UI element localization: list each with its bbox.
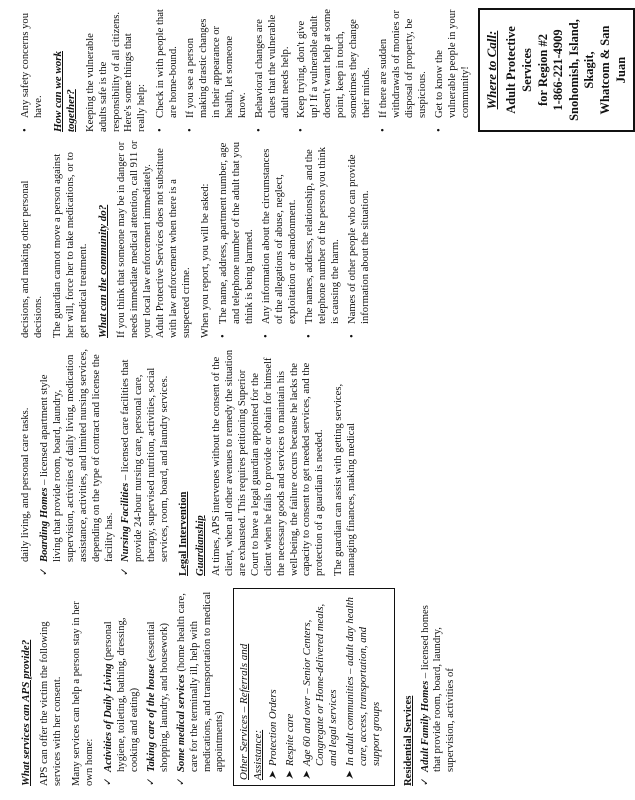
bullet-icon: • bbox=[433, 128, 445, 132]
list-item: ✓ Activities of Daily Living (personal hygiene, toileting, bathing, dressing, cooking and eating) bbox=[103, 617, 140, 786]
community-heading: What can the community do? bbox=[96, 204, 109, 338]
phone-number: 1-866-221-4909 bbox=[551, 29, 566, 111]
bullet-icon: • bbox=[218, 334, 230, 338]
check-icon: ✓ bbox=[145, 777, 157, 786]
bullet-icon: • bbox=[155, 128, 167, 132]
bullet-icon: • bbox=[296, 128, 308, 132]
services-intro: APS can offer the victim the following services with her consent. bbox=[39, 621, 64, 786]
guardian-cannot-paragraph: The guardian cannot move a person against her will, force her to take medications, or to get medical treatment. bbox=[51, 152, 89, 338]
bullet-icon: • bbox=[20, 128, 31, 132]
check-icon: ✓ bbox=[103, 777, 115, 786]
arrow-icon: ➤ bbox=[302, 771, 314, 780]
bullet-icon: • bbox=[378, 128, 390, 132]
bullet-icon: • bbox=[346, 334, 358, 338]
list-item: ✓ Adult Family Homes – licensed homes that provide room, board, laundry, supervision, activities of bbox=[419, 605, 457, 786]
home-help-intro: Many services can help a person stay in her own home: bbox=[71, 601, 96, 786]
together-heading: How can we work together? bbox=[51, 51, 78, 132]
list-item: • The name, address, apartment number, age and telephone number of the adult that you think is being harmed. bbox=[218, 141, 256, 338]
list-item: • Get to know the vulnerable people in your community! bbox=[433, 9, 471, 132]
guardianship-title: Guardianship bbox=[195, 515, 207, 576]
home-services-list bbox=[103, 588, 227, 786]
list-item: ✓ Nursing Facilities – licensed care facilities that provide 24-hour nursing care, personal care, therapy, supervised nutrition, activities, social services, room, board, and laundry services. bbox=[120, 359, 171, 576]
list-item: • Keep trying, don't give up! If a vulnerable adult doesn't want help at some point, keep in touch, sometimes they change their minds. bbox=[296, 9, 373, 132]
other-services-box bbox=[233, 588, 394, 786]
residential-title: Residential Services bbox=[402, 695, 414, 786]
together-paragraph: Keeping the vulnerable adults safe is the responsibility of all citizens. Here's some things that really help: bbox=[84, 11, 148, 132]
check-icon: ✓ bbox=[175, 777, 187, 786]
list-item: ✓ Taking care of the house (essential shopping, laundry, and housework) bbox=[145, 621, 170, 786]
list-item: ✓ Some medical services (home health care, care for the terminally ill, help with medications, and transportation to medical appointments) bbox=[175, 591, 226, 786]
list-item: • Names of other people who can provide information about the situation. bbox=[346, 154, 371, 338]
check-icon: ✓ bbox=[419, 777, 431, 786]
list-item: ➤ Protection Orders bbox=[268, 689, 280, 780]
arrow-icon: ➤ bbox=[344, 771, 356, 780]
where-to-call-box bbox=[478, 8, 635, 132]
services-heading: What services can APS provide? bbox=[20, 639, 32, 786]
check-icon: ✓ bbox=[38, 567, 50, 576]
list-item: • Check in with people that are home-bound. bbox=[155, 9, 180, 132]
column-1 bbox=[20, 588, 610, 786]
list-item: • Behavioral changes are clues that the vulnerable adult needs help. bbox=[253, 14, 291, 132]
community-paragraph: If you think that someone may be in danger or needs immediate medical attention, call 911 or your local law enforcement immediately. Adult Protective Services does not substitute with law enforcement when there is a suspected crime. bbox=[116, 140, 192, 338]
list-item: ✓ Boarding Homes – licensed apartment style living that provide room, board, laundry, supervision, activities of daily living, medication assistance, activities, and limited nursing services, depending on the type of contract and license the facility has. bbox=[38, 349, 115, 576]
residential-list bbox=[420, 588, 459, 786]
bullet-icon: • bbox=[185, 128, 197, 132]
arrow-icon: ➤ bbox=[285, 771, 297, 780]
together-list bbox=[155, 8, 472, 132]
facility-list bbox=[39, 348, 172, 576]
other-services-title: Other Services – Referrals and Assistance: bbox=[238, 643, 264, 780]
column-2 bbox=[20, 348, 610, 576]
column-4 bbox=[20, 8, 628, 132]
list-item: ➤ Age 60 and over – Senior Centers, Congregate or Home-delivered meals, and legal services bbox=[302, 603, 339, 780]
continued-text: decisions, and making other personal decisions. bbox=[20, 180, 44, 338]
guardian-assist-paragraph: The guardian can assist with getting services, managing finances, making medical bbox=[333, 383, 358, 576]
where-to-call-title: Where to Call: bbox=[484, 30, 500, 110]
guardianship-paragraph: At times, APS intervenes without the consent of the client, when all other avenues to remedy the situation are exhausted. This requires petitioning Superior Court to have a legal guardian appointed for the client when he fails to provide or obtain for himself the necessary goods and services to maintain his well-being, the failure occurs because he lacks the capacity to consent to get needed services, and the protection of a guardian is needed. bbox=[210, 349, 326, 576]
report-intro: When you report, you will be asked: bbox=[199, 183, 211, 338]
bullet-icon: • bbox=[261, 334, 273, 338]
arrow-icon: ➤ bbox=[268, 771, 280, 780]
counties-line-2: Whatcom & San Juan bbox=[598, 25, 628, 115]
agency-name: Adult Protective Services bbox=[504, 26, 534, 114]
bullet-icon: • bbox=[304, 334, 315, 338]
list-item: • Any safety concerns you have. bbox=[20, 12, 44, 132]
list-item: ➤ Respite care bbox=[285, 713, 297, 780]
list-item: • The names, address, relationship, and the telephone number of the person you think is causing the harm. bbox=[304, 146, 341, 338]
list-item: • If you see a person making drastic changes in their appearance or health, let someone know. bbox=[185, 18, 248, 132]
column-3 bbox=[20, 140, 610, 338]
list-item: ➤ In adult communities – adult day health care, access, transportation, and support groups bbox=[344, 597, 382, 780]
legal-intervention-title: Legal Intervention bbox=[178, 491, 190, 576]
list-item: • If there are sudden withdrawals of monies or disposal of property, be suspicious. bbox=[378, 10, 428, 132]
other-services-list bbox=[268, 594, 383, 780]
continued-text: daily living, and personal care tasks. bbox=[20, 407, 31, 562]
safety-list bbox=[20, 8, 46, 132]
check-icon: ✓ bbox=[120, 567, 132, 576]
counties-line-1: Snohomish, Island, Skagit, bbox=[566, 19, 597, 121]
report-list bbox=[218, 140, 372, 338]
bullet-icon: • bbox=[253, 128, 265, 132]
list-item: • Any information about the circumstances of the allegations of abuse, neglect, exploitation or abandonment. bbox=[261, 148, 299, 338]
region-label: for Region #2 bbox=[535, 34, 550, 106]
